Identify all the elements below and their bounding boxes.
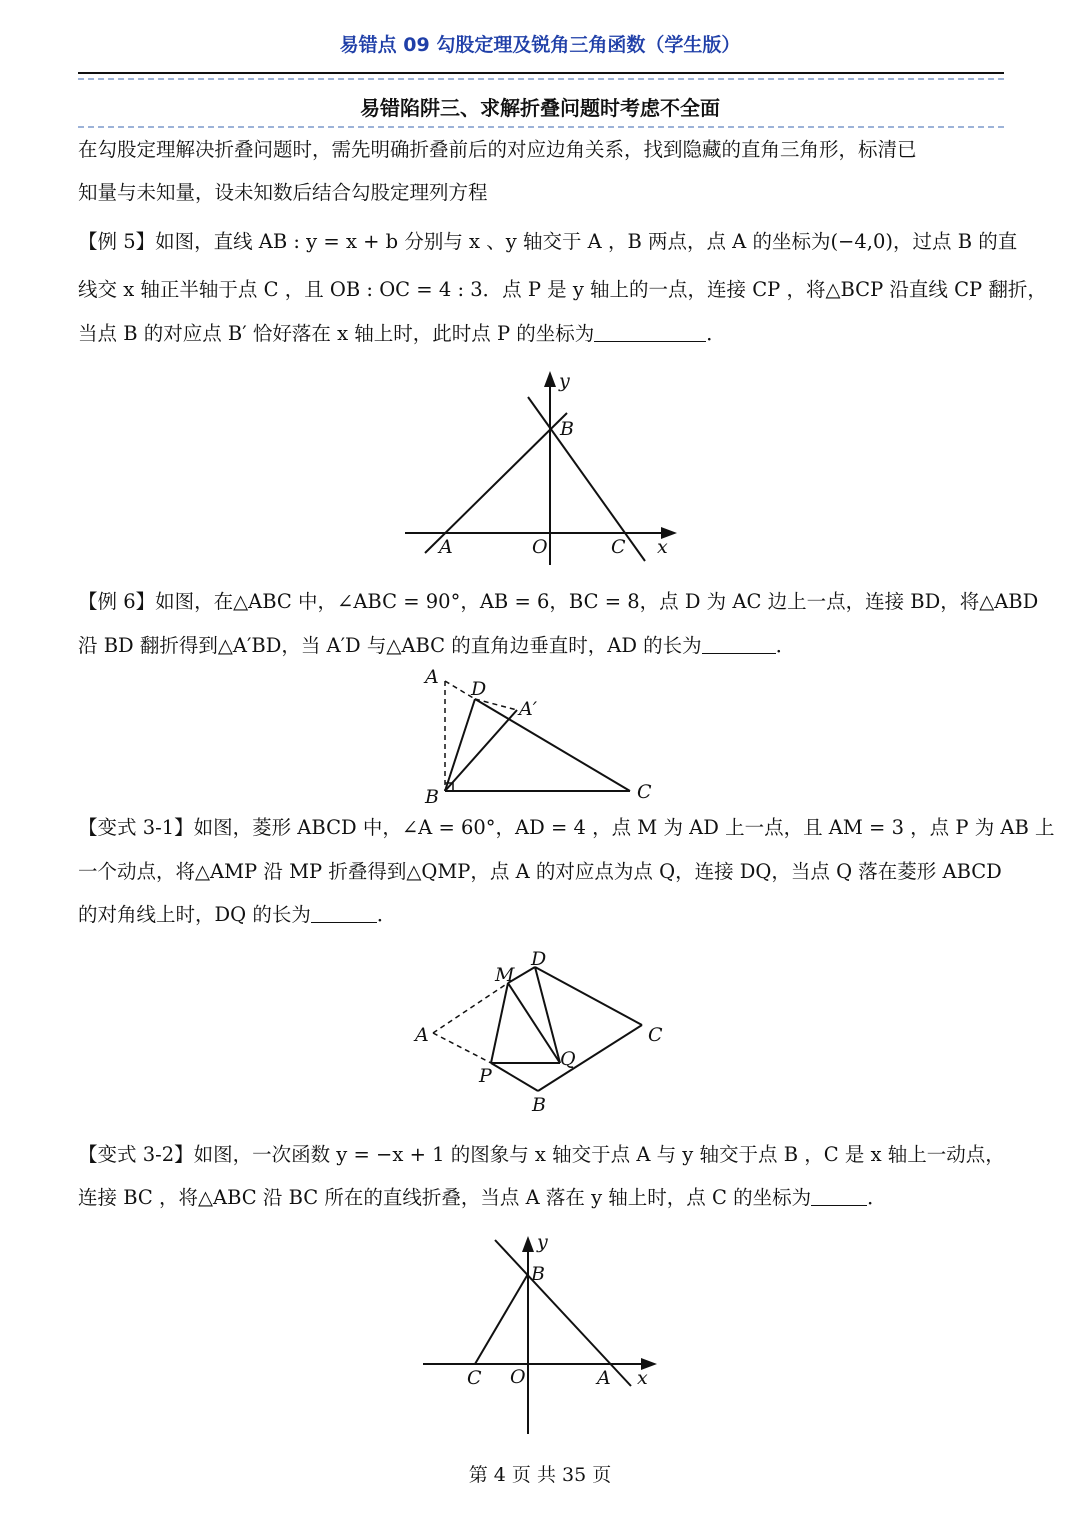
variation-3-1-text-3: 的对角线上时，DQ 的长为 (78, 903, 311, 926)
example-5-text-1: 如图，直线 AB : y = x + b 分别与 x 、y 轴交于 A ，B 两点，点 A 的坐标为(−4,0)，过点 B 的直 (155, 230, 1018, 253)
variation-3-1-end: ． (376, 903, 397, 926)
variation-3-1-answer-blank[interactable] (311, 900, 377, 923)
fig1-label-x: x (657, 536, 668, 558)
fig3-label-D: D (531, 948, 547, 970)
variation-3-2-text-1: 如图，一次函数 y = −x + 1 的图象与 x 轴交于点 A 与 y 轴交于点 B ，C 是 x 轴上一动点， (193, 1143, 1005, 1166)
fig3-label-A: A (415, 1024, 429, 1046)
fig3-label-Q: Q (560, 1048, 576, 1070)
page-header-title: 易错点 09 勾股定理及锐角三角函数（学生版） (339, 34, 741, 56)
fig4-label-A: A (597, 1367, 611, 1389)
example-6-text-2: 沿 BD 翻折得到△A′BD，当 A′D 与△ABC 的直角边垂直时，AD 的长为 (78, 634, 702, 657)
fig2-label-A-prime: A′ (519, 698, 538, 720)
example-5-tag: 【例 5】 (78, 230, 156, 253)
variation-3-1-line-3 (78, 893, 1004, 937)
fig2-label-B: B (425, 786, 439, 808)
example-5-end: ． (706, 322, 726, 345)
fig4-label-O: O (510, 1366, 526, 1388)
figure-1-coordinate-diagram (395, 365, 685, 570)
fig4-label-C: C (467, 1367, 482, 1389)
fig2-label-C: C (637, 781, 652, 803)
variation-3-1-tag: 【变式 3-1】 (78, 816, 194, 839)
header-rule (78, 72, 1004, 74)
page-footer: 第 4 页 共 35 页 (468, 1464, 612, 1486)
variation-3-2-line-1 (78, 1133, 1004, 1177)
fig3-label-P: P (479, 1065, 492, 1087)
figure-4-coordinate-diagram (415, 1228, 665, 1438)
example-5-line-1 (78, 220, 1018, 264)
example-5-line-2: 线交 x 轴正半轴于点 C ，且 OB : OC = 4 : 3．点 P 是 y 轴上的一点，连接 CP ，将△BCP 沿直线 CP 翻折， (78, 278, 1047, 301)
example-5-text-3: 当点 B 的对应点 B′ 恰好落在 x 轴上时，此时点 P 的坐标为 (78, 322, 595, 345)
example-6-answer-blank[interactable] (702, 631, 776, 654)
figure-2-triangle-fold (415, 665, 665, 810)
variation-3-2-answer-blank[interactable] (811, 1183, 867, 1206)
variation-3-1-text-1: 如图，菱形 ABCD 中，∠A = 60°，AD = 4 ，点 M 为 AD 上一点，且 AM = 3 ，点 P 为 AB 上 (193, 816, 1055, 839)
fig2-label-D: D (471, 678, 487, 700)
fig3-label-M: M (495, 964, 515, 986)
example-5-line-3 (78, 312, 1004, 356)
variation-3-2-end: ． (867, 1186, 887, 1209)
fig1-label-C: C (611, 536, 626, 558)
example-5-answer-blank[interactable] (594, 319, 706, 342)
example-6-line-1 (78, 580, 1039, 624)
fig1-label-A: A (439, 536, 453, 558)
variation-3-1-line-2: 一个动点，将△AMP 沿 MP 折叠得到△QMP，点 A 的对应点为点 Q，连接 DQ，当点 Q 落在菱形 ABCD (78, 860, 1002, 883)
fig3-label-C: C (648, 1024, 663, 1046)
fig1-label-B: B (560, 418, 574, 440)
fig2-label-A: A (425, 666, 439, 688)
fig1-label-y: y (559, 370, 570, 392)
variation-3-2-line-2 (78, 1176, 1004, 1220)
figure-3-rhombus-fold (405, 945, 685, 1120)
fig4-label-x: x (637, 1367, 648, 1389)
variation-3-2-tag: 【变式 3-2】 (78, 1143, 194, 1166)
section-rule-top (78, 78, 1004, 80)
example-6-tag: 【例 6】 (78, 590, 156, 613)
variation-3-1-line-1 (78, 806, 1055, 850)
example-6-line-2 (78, 624, 1004, 668)
variation-3-2-text-2: 连接 BC ，将△ABC 沿 BC 所在的直线折叠，当点 A 落在 y 轴上时，点 C 的坐标为 (78, 1186, 812, 1209)
intro-line-2: 知量与未知量，设未知数后结合勾股定理列方程 (78, 181, 488, 204)
intro-line-1: 在勾股定理解决折叠问题时，需先明确折叠前后的对应边角关系，找到隐藏的直角三角形，标清已 (78, 138, 917, 161)
section-title: 易错陷阱三、求解折叠问题时考虑不全面 (360, 96, 720, 120)
fig1-label-O: O (532, 536, 548, 558)
example-6-text-1: 如图，在△ABC 中，∠ABC = 90°，AB = 6，BC = 8，点 D 为 AC 边上一点，连接 BD，将△ABD (155, 590, 1039, 613)
fig4-label-B: B (531, 1263, 545, 1285)
fig3-label-B: B (532, 1094, 546, 1116)
example-6-end: ． (775, 634, 796, 657)
fig4-label-y: y (537, 1231, 548, 1253)
